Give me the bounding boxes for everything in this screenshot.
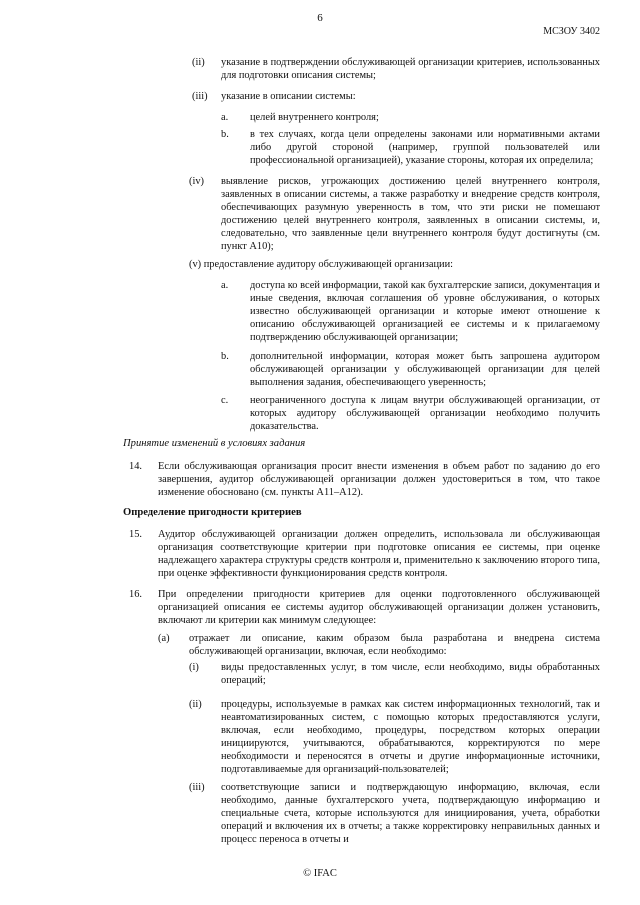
item-v-a-marker: a. [221,280,229,291]
para-16-a-i-text: виды предоставленных услуг, в том числе, если необходимо, виды обработанных операций; [221,662,600,687]
item-iii-marker: (iii) [192,91,208,102]
para-14-marker: 14. [129,461,142,472]
item-iv-marker: (iv) [189,176,205,187]
document-code: МСЗОУ 3402 [543,26,600,37]
item-v-b-marker: b. [221,351,229,362]
para-15-text: Аудитор обслуживающей организации должен определить, использовала ли обслуживающая организация соответствующие критерии при подготовке описания ее системы, при оценке надлежащего характера структуры средств контроля и, применительно к заключению второго типа, при оценке эффективности функционирования средств контроля. [158,529,600,580]
para-16-a-iii-marker: (iii) [189,782,205,793]
footer-copyright: © IFAC [303,868,337,879]
item-v-a-text: доступа ко всей информации, такой как бухгалтерские записи, документация и иные сведения, включая соглашения об уровне обслуживания, о которых известно обслуживающей организации и которые имеют отношение к описанию обслуживающей организацией ее системы и к прилагаемому подтверждению обслуживающей организации; [250,280,600,344]
item-v-c-marker: c. [221,395,229,406]
para-16-a-marker: (a) [158,633,170,644]
item-v-c-text: неограниченного доступа к лицам внутри обслуживающей организации, от которых аудитору обслуживающей организации необходимо получить доказательства. [250,395,600,433]
para-14-text: Если обслуживающая организация просит внести изменения в объем работ по заданию до его завершения, аудитор обслуживающей организации должен удостовериться в том, что такое изменение обосновано (см. пункты A11–A12). [158,461,600,499]
para-16-a-iii-text: соответствующие записи и подтверждающую информацию, включая, если необходимо, данные бухгалтерского учета, подтверждающую информацию и специальные счета, которые используются для инициирования, учета, обработки операций и включения их в отчеты; а также корректировку неправильных данных и процесс переноса в отчеты и [221,782,600,846]
item-iii-text: указание в описании системы: [221,91,356,102]
page-number: 6 [317,12,323,24]
item-iii-a-text: целей внутреннего контроля; [250,112,379,123]
subheading-engagement-changes: Принятие изменений в условиях задания [123,438,306,449]
para-16-marker: 16. [129,589,142,600]
item-iii-b-text: в тех случаях, когда цели определены законами или нормативными актами либо другой стороной (например, группой пользователей или профессиональной организацией), указание стороны, которая их определила; [250,129,600,167]
heading-criteria-suitability: Определение пригодности критериев [123,507,302,518]
item-iv-text: выявление рисков, угрожающих достижению целей внутреннего контроля, заявленных в описании системы, а также разработку и внедрение средств контроля, обеспечивающих разумную уверенность в том, что эти риски не помешают достижению целей внутреннего контроля, заявленных в описании системы, и, следовательно, что заявленные цели внутреннего контроля будут достигнуты (см. пункт A10); [221,176,600,253]
item-v-text: (v) предоставление аудитору обслуживающей организации: [189,259,454,270]
para-16-text: При определении пригодности критериев для оценки подготовленного обслуживающей организацией описания ее системы аудитор обслуживающей организации должен установить, включают ли критерии как минимум следующее: [158,589,600,627]
item-iii-b-marker: b. [221,129,229,140]
para-15-marker: 15. [129,529,142,540]
item-ii-marker: (ii) [192,57,205,68]
item-ii-text: указание в подтверждении обслуживающей организации критериев, использованных для подготовки описания системы; [221,57,600,82]
item-iii-a-marker: a. [221,112,229,123]
para-16-a-ii-marker: (ii) [189,699,202,710]
para-16-a-i-marker: (i) [189,662,199,673]
para-16-a-ii-text: процедуры, используемые в рамках как систем информационных технологий, так и неавтоматизированных систем, с помощью которых предоставляются услуги, включая, если необходимо, процедуры, посредством которых операции инициируются, учитываются, обрабатываются, корректируются по мере необходимости и переносятся в отчеты и другие информационные источники, подготавливаемые для организаций-пользователей; [221,699,600,776]
para-16-a-text: отражает ли описание, каким образом была разработана и внедрена система обслуживающей организации, включая, если необходимо: [189,633,600,658]
item-v-b-text: дополнительной информации, которая может быть запрошена аудитором обслуживающей организации у обслуживающей организации для целей выполнения задания, обеспечивающего уверенность; [250,351,600,389]
